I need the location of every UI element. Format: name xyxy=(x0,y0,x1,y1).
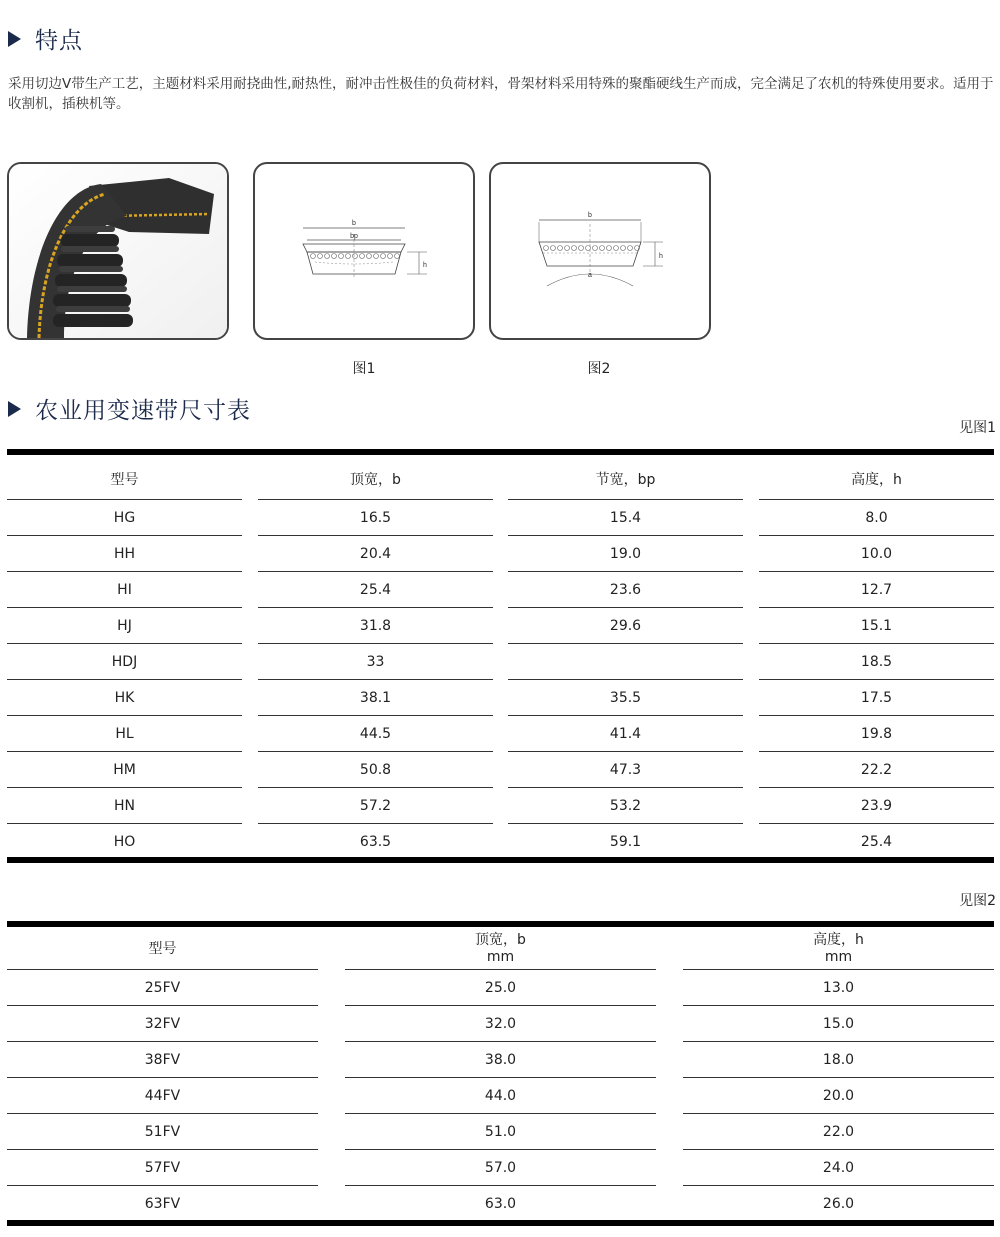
table-cell: 57FV xyxy=(7,1150,318,1186)
table-cell: 41.4 xyxy=(508,716,743,752)
table1-figure-reference: 见图1 xyxy=(959,420,996,436)
table2-header-unit: mm xyxy=(824,949,853,965)
table-cell: 20.0 xyxy=(683,1078,994,1114)
table-cell: 63.0 xyxy=(484,1196,517,1212)
table-cell: 18.0 xyxy=(683,1042,994,1078)
table-cell: 24.0 xyxy=(683,1150,994,1186)
table-cell: 12.7 xyxy=(759,572,994,608)
table-cell: 63.5 xyxy=(359,834,392,850)
table-cell: 17.5 xyxy=(759,680,994,716)
table2-header-cell xyxy=(7,928,318,970)
table-row xyxy=(7,824,994,860)
table-cell: 23.9 xyxy=(759,788,994,824)
table-cell: HO xyxy=(113,834,136,850)
table-row xyxy=(7,970,994,1006)
table-cell: 25.4 xyxy=(258,572,493,608)
table-cell: HH xyxy=(7,536,242,572)
table-cell: 8.0 xyxy=(759,500,994,536)
table-cell: 32FV xyxy=(7,1006,318,1042)
table-cell: 20.4 xyxy=(258,536,493,572)
table-cell: 25FV xyxy=(7,970,318,1006)
table2-header-label: 顶宽，b xyxy=(475,932,526,948)
table-cell: 44.0 xyxy=(345,1078,656,1114)
figure-1-caption: 图1 xyxy=(352,361,376,377)
table1 xyxy=(7,458,994,860)
table-cell: HJ xyxy=(7,608,242,644)
table-row xyxy=(7,572,994,608)
table-cell: 25.0 xyxy=(345,970,656,1006)
table2-header-row xyxy=(7,928,994,970)
table1-header-cell: 顶宽，b xyxy=(258,458,493,500)
table-row xyxy=(7,752,994,788)
fig2-b-label: b xyxy=(588,212,592,219)
table-cell: 51FV xyxy=(7,1114,318,1150)
figure-2-caption: 图2 xyxy=(587,361,611,377)
table-row xyxy=(7,1114,994,1150)
table-cell: 13.0 xyxy=(683,970,994,1006)
table-cell xyxy=(508,644,743,680)
belt-photo xyxy=(7,162,229,340)
table-cell: 57.0 xyxy=(345,1150,656,1186)
table2-header-label: 型号 xyxy=(148,940,177,957)
table-cell: HG xyxy=(7,500,242,536)
table2-header-cell xyxy=(683,928,994,970)
table1-header-row xyxy=(7,458,994,500)
triangle-bullet-icon xyxy=(8,401,21,417)
table-cell: HI xyxy=(7,572,242,608)
table-cell: 59.1 xyxy=(609,834,642,850)
table2-bottom-rule xyxy=(7,1220,994,1226)
table2-header-cell xyxy=(345,928,656,970)
table2 xyxy=(7,928,994,1222)
table-cell: 16.5 xyxy=(258,500,493,536)
table-row xyxy=(7,1078,994,1114)
fig2-a-label: a xyxy=(588,272,592,279)
table-cell: 15.4 xyxy=(508,500,743,536)
table-cell: 57.2 xyxy=(258,788,493,824)
table2-header-label: 高度，h xyxy=(813,932,864,948)
table-cell: HDJ xyxy=(7,644,242,680)
table-cell: 18.5 xyxy=(759,644,994,680)
table-row xyxy=(7,608,994,644)
table-cell: 47.3 xyxy=(508,752,743,788)
features-title: 特点 xyxy=(35,28,83,54)
size-table-title: 农业用变速带尺寸表 xyxy=(35,398,251,424)
table-row xyxy=(7,644,994,680)
table-cell: 63FV xyxy=(144,1196,181,1212)
table-cell: 38.0 xyxy=(345,1042,656,1078)
table-cell: 51.0 xyxy=(345,1114,656,1150)
table1-top-rule xyxy=(7,449,994,455)
table-row xyxy=(7,1042,994,1078)
table-cell: 19.8 xyxy=(759,716,994,752)
table-cell: 50.8 xyxy=(258,752,493,788)
fig1-bp-label: bp xyxy=(350,233,358,240)
table-row xyxy=(7,500,994,536)
table-cell: 38FV xyxy=(7,1042,318,1078)
figure-2-diagram xyxy=(489,162,711,340)
table-cell: 35.5 xyxy=(508,680,743,716)
table-cell: 10.0 xyxy=(759,536,994,572)
table-row xyxy=(7,536,994,572)
fig1-h-label: h xyxy=(423,262,427,269)
table-cell: 38.1 xyxy=(258,680,493,716)
table-cell: 32.0 xyxy=(345,1006,656,1042)
table-row xyxy=(7,788,994,824)
features-description: 采用切边V带生产工艺，主题材料采用耐挠曲性,耐热性，耐冲击性极佳的负荷材料，骨架材料采用特殊的聚酯硬线生产而成，完全满足了农机的特殊使用要求。适用于收割机，插秧机等。 xyxy=(8,76,994,112)
table-cell: 15.1 xyxy=(759,608,994,644)
table-cell: 23.6 xyxy=(508,572,743,608)
table2-top-rule xyxy=(7,921,994,927)
size-table-heading xyxy=(8,392,251,425)
table-cell: 19.0 xyxy=(508,536,743,572)
table-cell: 29.6 xyxy=(508,608,743,644)
table-cell: 26.0 xyxy=(822,1196,855,1212)
table-cell: HM xyxy=(7,752,242,788)
table-cell: 44.5 xyxy=(258,716,493,752)
fig1-b-label: b xyxy=(352,220,356,227)
table-cell: 15.0 xyxy=(683,1006,994,1042)
table1-header-cell: 节宽，bp xyxy=(508,458,743,500)
table-cell: 25.4 xyxy=(860,834,893,850)
table-row xyxy=(7,1186,994,1222)
table2-header-unit: mm xyxy=(486,949,515,965)
table-cell: 44FV xyxy=(7,1078,318,1114)
table2-figure-reference: 见图2 xyxy=(959,893,996,909)
table-cell: 33 xyxy=(258,644,493,680)
table-cell: 31.8 xyxy=(258,608,493,644)
table-cell: HK xyxy=(7,680,242,716)
table-cell: HL xyxy=(7,716,242,752)
table-cell: HN xyxy=(7,788,242,824)
table-row xyxy=(7,716,994,752)
features-heading xyxy=(8,22,83,55)
table-row xyxy=(7,1150,994,1186)
table1-header-cell: 高度，h xyxy=(759,458,994,500)
fig2-h-label: h xyxy=(659,253,663,260)
table-row xyxy=(7,680,994,716)
table-cell: 53.2 xyxy=(508,788,743,824)
table1-bottom-rule xyxy=(7,857,994,863)
table-cell: 22.0 xyxy=(683,1114,994,1150)
table1-header-cell: 型号 xyxy=(7,458,242,500)
table-cell: 22.2 xyxy=(759,752,994,788)
table-row xyxy=(7,1006,994,1042)
figure-1-diagram xyxy=(253,162,475,340)
triangle-bullet-icon xyxy=(8,31,21,47)
